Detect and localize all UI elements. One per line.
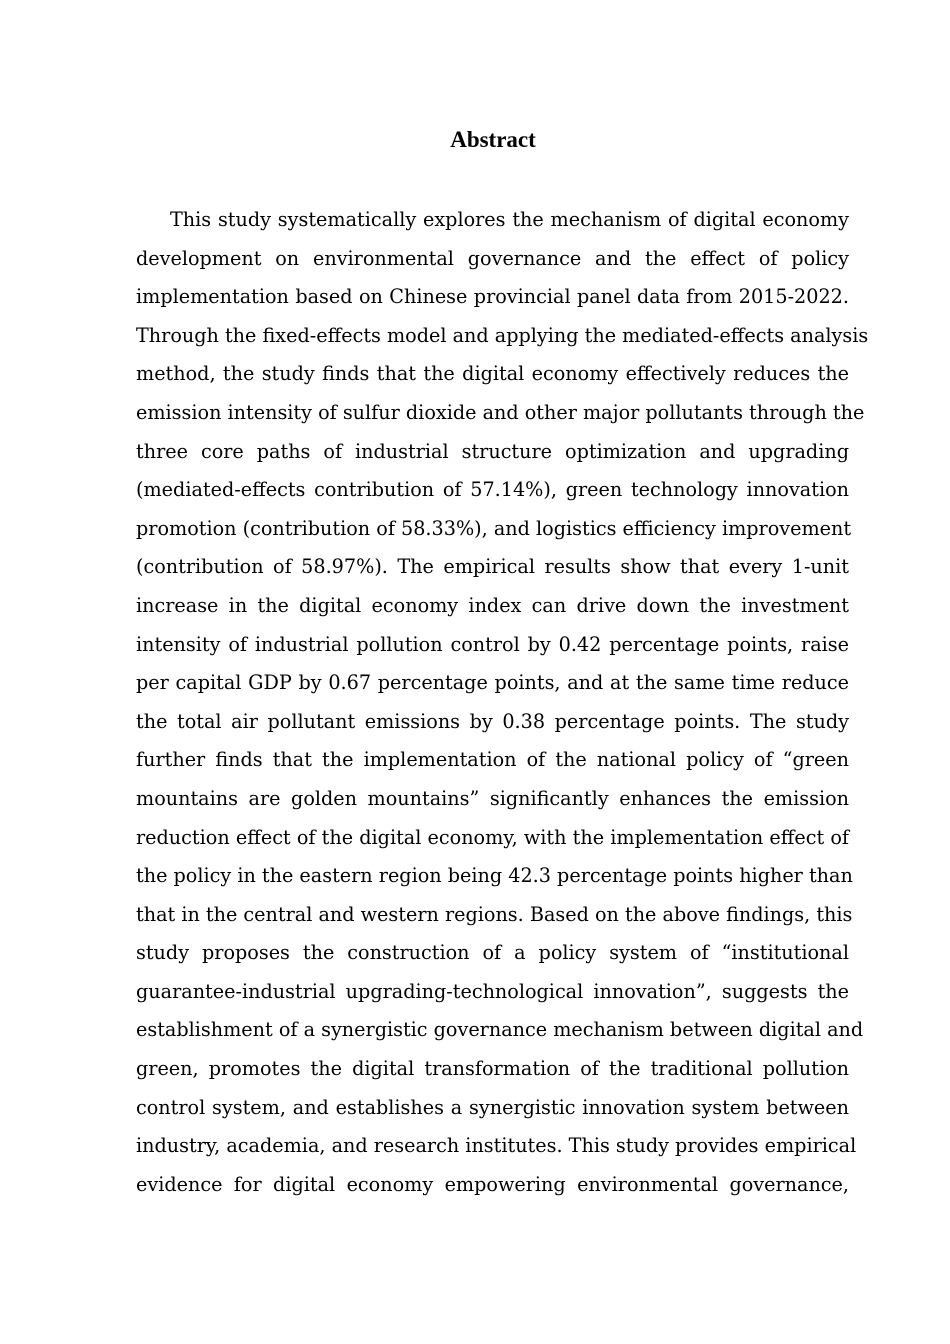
abstract-line: This study systematically explores the mechanism of digital economy xyxy=(170,208,849,231)
abstract-line: development on environmental governance and the effect of policy xyxy=(136,246,849,270)
abstract-line: Through the fixed-effects model and applying the mediated-effects analysis xyxy=(136,323,869,347)
abstract-line: evidence for digital economy empowering environmental governance, xyxy=(136,1172,849,1196)
abstract-line: promotion (contribution of 58.33%), and logistics efficiency improvement xyxy=(136,516,852,540)
abstract-line: implementation based on Chinese provincial panel data from 2015-2022. xyxy=(136,285,849,309)
abstract-line: intensity of industrial pollution control by 0.42 percentage points, raise xyxy=(136,632,849,656)
abstract-line: increase in the digital economy index can drive down the investment xyxy=(136,593,849,617)
abstract-line: the policy in the eastern region being 42.3 percentage points higher than xyxy=(136,864,853,888)
abstract-line: further finds that the implementation of the national policy of “green xyxy=(136,748,849,772)
abstract-paragraph xyxy=(136,201,869,1204)
abstract-line: mountains are golden mountains” significantly enhances the emission xyxy=(136,786,849,810)
abstract-line: guarantee-industrial upgrading-technological innovation”, suggests the xyxy=(136,979,849,1003)
abstract-line: (contribution of 58.97%). The empirical results show that every 1-unit xyxy=(136,555,849,579)
abstract-line: per capital GDP by 0.67 percentage points, and at the same time reduce xyxy=(136,671,849,695)
abstract-line: study proposes the construction of a policy system of “institutional xyxy=(136,941,849,965)
abstract-line: reduction effect of the digital economy, with the implementation effect of xyxy=(136,825,849,849)
abstract-line: green, promotes the digital transformation of the traditional pollution xyxy=(136,1057,849,1081)
abstract-line: establishment of a synergistic governance mechanism between digital and xyxy=(136,1018,864,1042)
abstract-line: method, the study finds that the digital economy effectively reduces the xyxy=(136,362,849,386)
abstract-title: Abstract xyxy=(450,127,536,152)
abstract-line: control system, and establishes a synergistic innovation system between xyxy=(136,1095,849,1119)
abstract-line: the total air pollutant emissions by 0.38 percentage points. The study xyxy=(136,709,849,733)
abstract-line: emission intensity of sulfur dioxide and other major pollutants through the xyxy=(136,400,865,424)
abstract-line: that in the central and western regions. Based on the above findings, this xyxy=(136,902,853,926)
abstract-line: (mediated-effects contribution of 57.14%), green technology innovation xyxy=(136,478,849,502)
abstract-line: industry, academia, and research institutes. This study provides empirical xyxy=(136,1134,857,1158)
abstract-line: three core paths of industrial structure optimization and upgrading xyxy=(136,439,849,463)
